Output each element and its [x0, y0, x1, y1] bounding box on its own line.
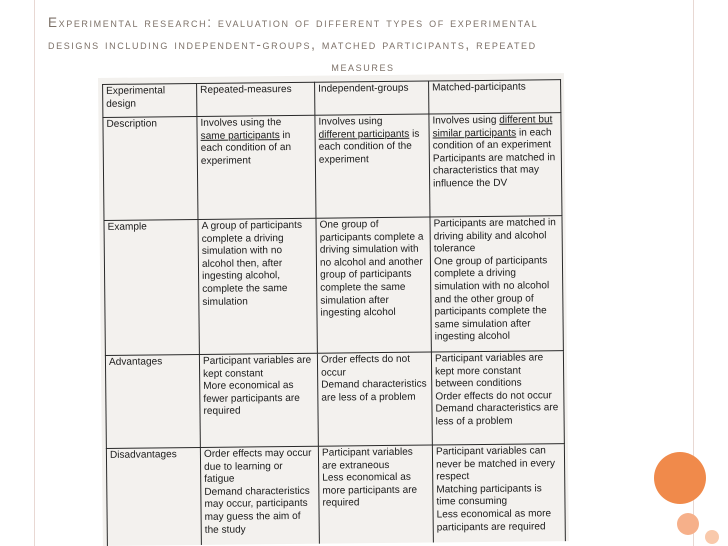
cell-disadvantages-matched: Participant variables can never be matched in every respect Matching participants is time consuming Less economical as more participants are required: [432, 444, 565, 546]
row-label-example: Example: [104, 219, 199, 355]
table-header-row: [103, 80, 561, 118]
title-line-1: Experimental research: evaluation of different types of experimental: [48, 15, 539, 30]
left-margin-line: [34, 0, 35, 546]
cell-advantages-independent: Order effects do not occur Demand characteristics are less of a problem: [317, 352, 432, 446]
decorative-circle-small: [677, 513, 699, 535]
title-line-2: designs including independent-groups, matched participants, repeated: [48, 37, 537, 52]
row-label-advantages: Advantages: [105, 354, 200, 448]
cell-description-independent: Involves using different participants is each condition of the experiment: [315, 114, 430, 218]
cell-description-repeated: Involves using the same participants in each condition of an experiment: [197, 115, 316, 219]
table-row-description: [103, 113, 562, 221]
table-row-example: [104, 216, 563, 356]
cell-example-independent: One group of participants complete a driving simulation with no alcohol and another group of participants complete the same simulation after ingesting alcohol: [316, 217, 431, 353]
header-matched-participants: Matched-participants: [429, 80, 561, 114]
cell-example-repeated: A group of participants complete a driving simulation with no alcohol then, after ingesting alcohol, complete the same simulation: [198, 218, 317, 354]
header-repeated-measures: Repeated-measures: [197, 82, 315, 116]
slide-title: [48, 12, 678, 78]
cell-advantages-repeated: Participant variables are kept constant More economical as fewer participants are required: [199, 353, 318, 447]
row-label-disadvantages: Disadvantages: [106, 447, 201, 546]
table-row-disadvantages: [106, 444, 565, 546]
cell-example-matched: Participants are matched in driving ability and alcohol tolerance One group of participants complete a driving simulation with no alcohol and the other group of participants complete the same simulation after ingesting alcohol: [430, 216, 563, 352]
table-row-advantages: [105, 351, 564, 449]
title-line-3: measures: [331, 59, 395, 74]
cell-advantages-matched: Participant variables are kept more constant between conditions Order effects do not occur Demand characteristics are less of a problem: [431, 351, 564, 445]
cell-description-matched: Involves using different but similar participants in each condition of an experiment Participants are matched in characteristics that may influence the DV: [429, 113, 562, 217]
cell-disadvantages-repeated: Order effects may occur due to learning or fatigue Demand characteristics may occur, participants may guess the aim of the study: [200, 446, 319, 546]
cell-disadvantages-independent: Participant variables are extraneous Less economical as more participants are required: [318, 445, 433, 546]
experimental-designs-table: [102, 79, 566, 546]
decorative-circle-tiny: [705, 530, 719, 544]
scanned-table-image: [98, 73, 569, 546]
header-independent-groups: Independent-groups: [315, 81, 429, 115]
row-label-description: Description: [103, 116, 198, 220]
decorative-circle-large: [654, 452, 706, 504]
header-experimental-design: Experimental design: [103, 83, 197, 117]
